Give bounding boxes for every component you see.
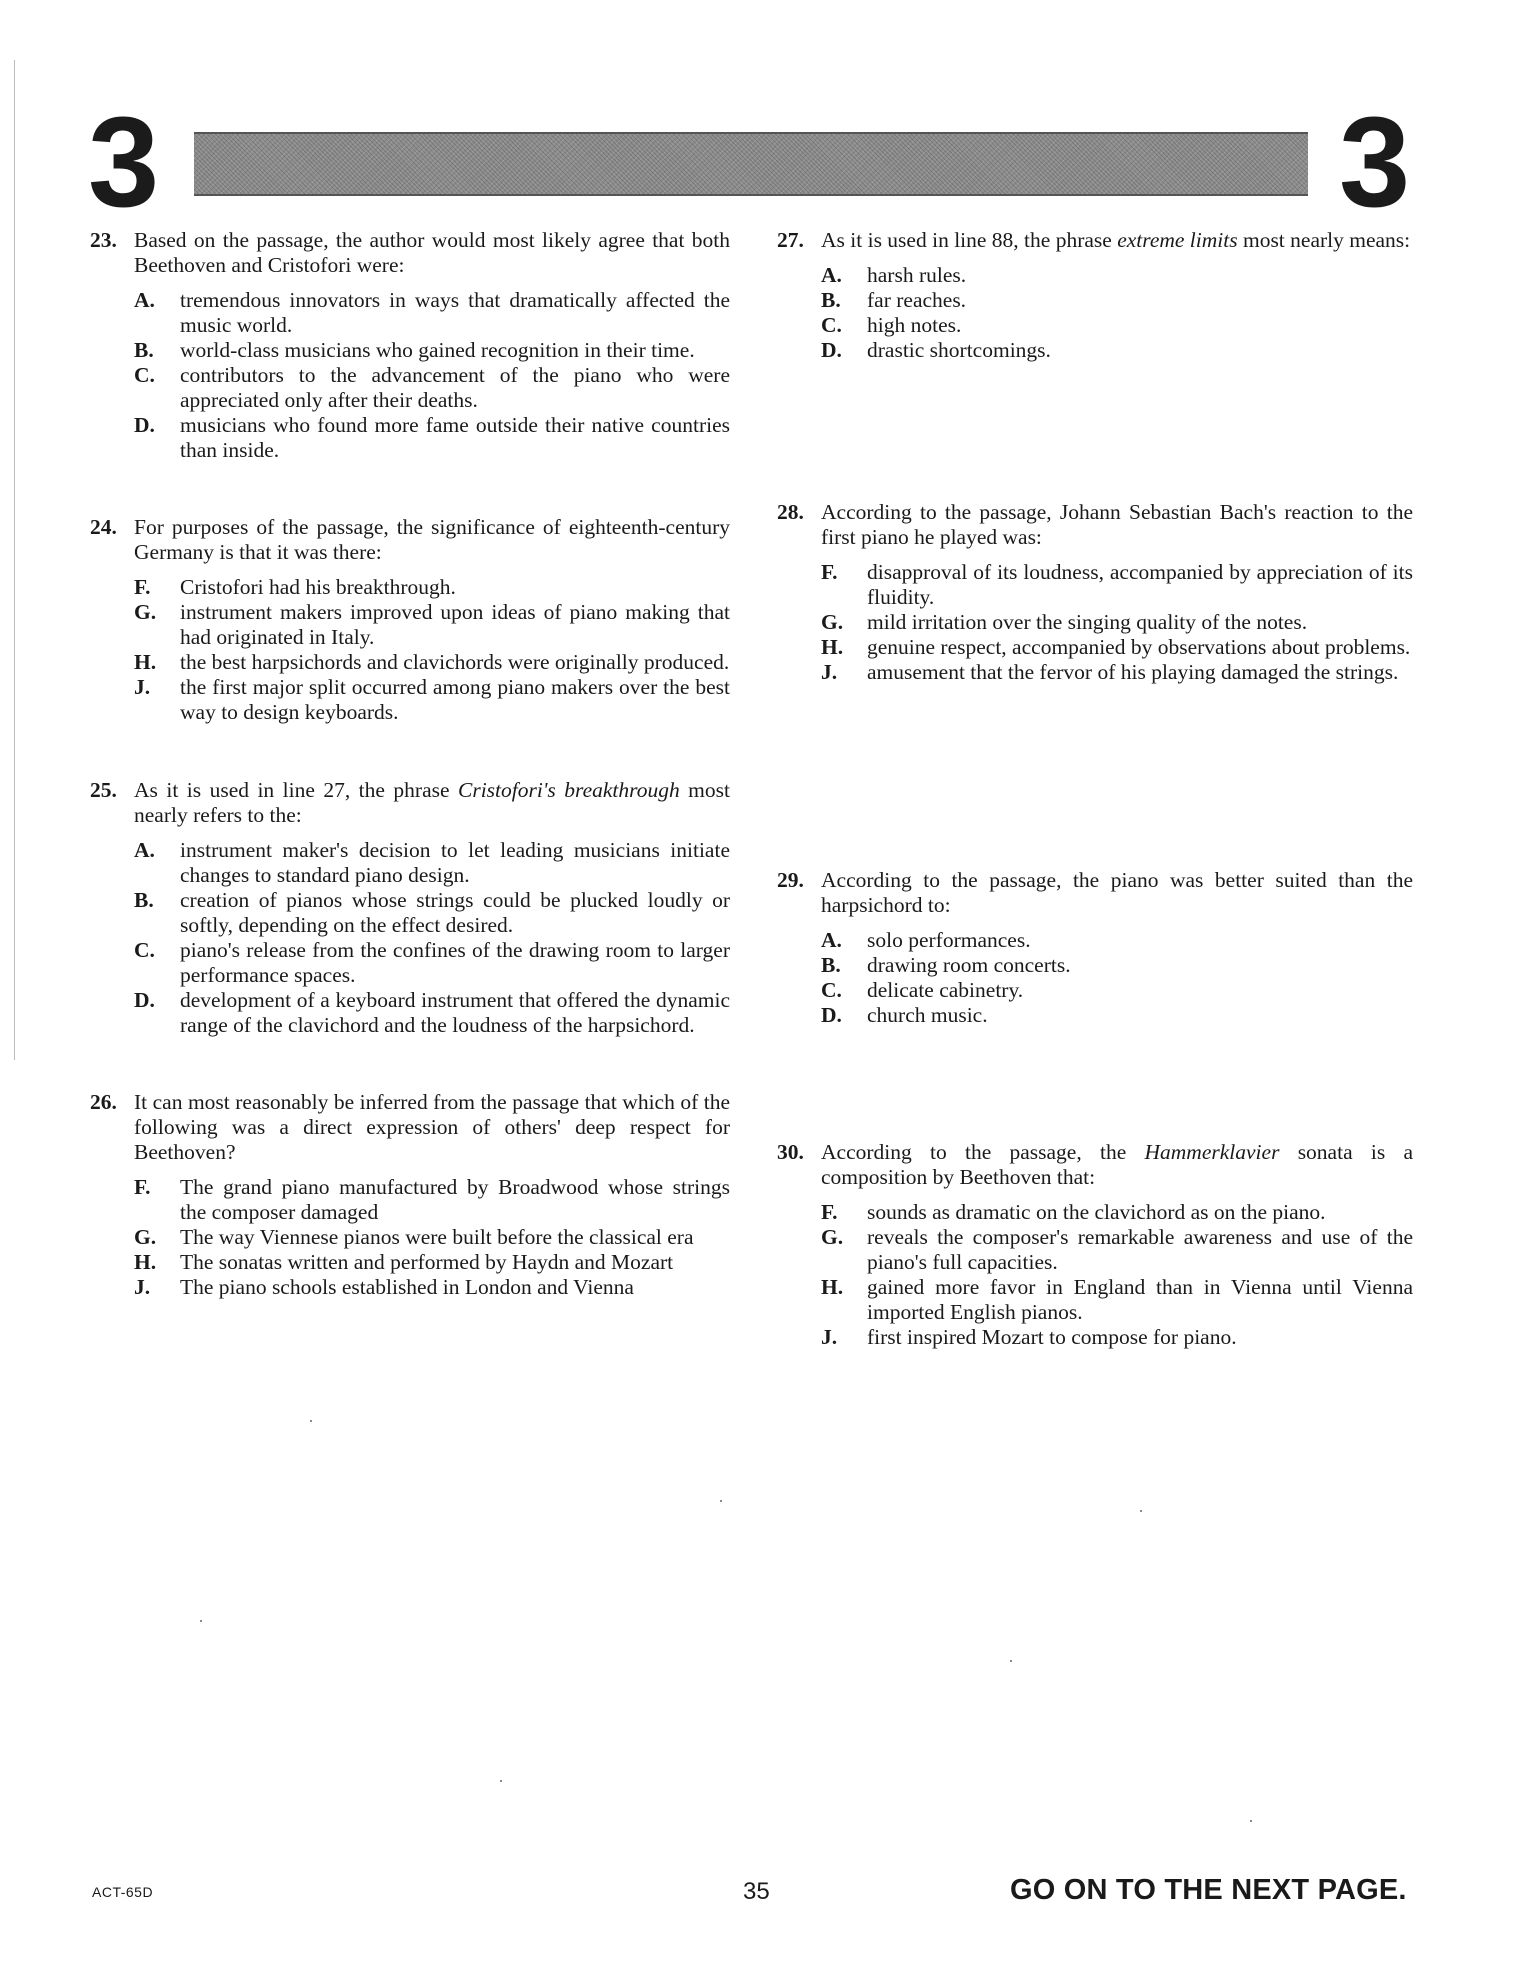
page-number: 35 [743, 1878, 770, 1905]
answer-choice[interactable] [134, 675, 730, 725]
choice-letter: B. [821, 953, 841, 977]
question-text: For purposes of the passage, the significance of eighteenth-century Germany is that it was there: [134, 515, 730, 564]
answer-choice[interactable] [821, 313, 1413, 338]
answer-choice[interactable] [134, 1225, 730, 1250]
answer-choice[interactable] [134, 288, 730, 338]
question-text-italic: Hammerklavier [1144, 1140, 1280, 1164]
choice-text: high notes. [867, 313, 962, 337]
answer-choices [777, 1200, 1413, 1350]
question-number: 28. [777, 500, 804, 524]
question-number: 25. [90, 778, 117, 802]
question-24 [90, 515, 730, 725]
choice-text: instrument makers improved upon ideas of piano making that had originated in Italy. [180, 600, 730, 649]
answer-choice[interactable] [821, 560, 1413, 610]
question-stem [90, 515, 730, 565]
question-stem [777, 1140, 1413, 1190]
choice-text: amusement that the fervor of his playing damaged the strings. [867, 660, 1399, 684]
choice-letter: D. [821, 338, 842, 362]
choice-letter: H. [134, 1250, 157, 1274]
question-25 [90, 778, 730, 1038]
question-text-prefix: According to the passage, the [821, 1140, 1145, 1164]
scan-speck [310, 1420, 312, 1422]
choice-text: The way Viennese pianos were built before the classical era [180, 1225, 694, 1249]
question-text: Based on the passage, the author would most likely agree that both Beethoven and Cristofori were: [134, 228, 730, 277]
choice-text: world-class musicians who gained recognition in their time. [180, 338, 695, 362]
choice-text: delicate cabinetry. [867, 978, 1024, 1002]
choice-text: contributors to the advancement of the piano who were appreciated only after their deaths. [180, 363, 730, 412]
answer-choice[interactable] [134, 413, 730, 463]
scan-speck [1010, 1660, 1012, 1662]
answer-choices [777, 560, 1413, 685]
choice-text: genuine respect, accompanied by observations about problems. [867, 635, 1411, 659]
form-code: ACT-65D [92, 1884, 154, 1900]
choice-letter: F. [821, 560, 838, 584]
section-header-bar [194, 132, 1308, 196]
answer-choice[interactable] [134, 988, 730, 1038]
choice-letter: G. [134, 600, 157, 624]
choice-letter: A. [821, 928, 842, 952]
question-number: 30. [777, 1140, 804, 1164]
question-stem [777, 500, 1413, 550]
choice-letter: C. [134, 938, 155, 962]
choice-letter: J. [821, 1325, 838, 1349]
next-page-instruction: GO ON TO THE NEXT PAGE. [1010, 1874, 1407, 1906]
page-edge-rule [14, 60, 15, 1060]
choice-text: The sonatas written and performed by Haydn and Mozart [180, 1250, 674, 1274]
choice-letter: F. [821, 1200, 838, 1224]
answer-choice[interactable] [821, 1275, 1413, 1325]
choice-text: piano's release from the confines of the drawing room to larger performance spaces. [180, 938, 730, 987]
answer-choices [90, 575, 730, 725]
answer-choice[interactable] [134, 888, 730, 938]
question-number: 27. [777, 228, 804, 252]
section-number-left: 3 [88, 91, 160, 234]
answer-choices [777, 928, 1413, 1028]
answer-choice[interactable] [134, 1250, 730, 1275]
answer-choices [90, 1175, 730, 1300]
choice-text: tremendous innovators in ways that dramatically affected the music world. [180, 288, 730, 337]
answer-choice[interactable] [821, 928, 1413, 953]
choice-text: instrument maker's decision to let leading musicians initiate changes to standard piano design. [180, 838, 730, 887]
question-number: 24. [90, 515, 117, 539]
answer-choice[interactable] [821, 288, 1413, 313]
answer-choice[interactable] [821, 263, 1413, 288]
question-text: It can most reasonably be inferred from the passage that which of the following was a direct expression of others' deep respect for Beethoven? [134, 1090, 730, 1164]
choice-letter: B. [134, 338, 154, 362]
section-number-right: 3 [1339, 91, 1411, 234]
choice-letter: H. [821, 1275, 844, 1299]
answer-choice[interactable] [134, 1275, 730, 1300]
choice-letter: C. [134, 363, 155, 387]
answer-choice[interactable] [134, 600, 730, 650]
choice-text: the first major split occurred among piano makers over the best way to design keyboards. [180, 675, 730, 724]
scan-speck [500, 1780, 502, 1782]
choice-text: Cristofori had his breakthrough. [180, 575, 456, 599]
choice-text: the best harpsichords and clavichords were originally produced. [180, 650, 730, 674]
choice-text: creation of pianos whose strings could be plucked loudly or softly, depending on the effect desired. [180, 888, 730, 937]
choice-letter: A. [134, 838, 155, 862]
answer-choice[interactable] [821, 338, 1413, 363]
question-stem [777, 228, 1413, 253]
answer-choice[interactable] [134, 338, 730, 363]
choice-letter: G. [821, 610, 844, 634]
choice-text: disapproval of its loudness, accompanied by appreciation of its fluidity. [867, 560, 1413, 609]
question-number: 23. [90, 228, 117, 252]
choice-text: The piano schools established in London and Vienna [180, 1275, 634, 1299]
scan-speck [1250, 1820, 1252, 1822]
answer-choice[interactable] [134, 938, 730, 988]
question-text-suffix: most nearly refers to the: [134, 778, 730, 827]
question-stem [90, 228, 730, 278]
choice-letter: D. [134, 988, 155, 1012]
question-text: According to the passage, Johann Sebastian Bach's reaction to the first piano he played was: [821, 500, 1413, 549]
answer-choice[interactable] [821, 953, 1413, 978]
question-stem [90, 1090, 730, 1165]
question-23 [90, 228, 730, 463]
choice-letter: D. [821, 1003, 842, 1027]
choice-text: church music. [867, 1003, 988, 1027]
question-30 [777, 1140, 1413, 1350]
choice-letter: F. [134, 575, 151, 599]
choice-letter: F. [134, 1175, 151, 1199]
question-number: 29. [777, 868, 804, 892]
question-text-italic: Cristofori's breakthrough [458, 778, 680, 802]
choice-text: far reaches. [867, 288, 967, 312]
choice-text: solo performances. [867, 928, 1031, 952]
choice-letter: H. [821, 635, 844, 659]
choice-letter: B. [821, 288, 841, 312]
answer-choice[interactable] [821, 1225, 1413, 1275]
answer-choice[interactable] [821, 660, 1413, 685]
answer-choice[interactable] [134, 575, 730, 600]
answer-choices [777, 263, 1413, 363]
choice-letter: D. [134, 413, 155, 437]
question-stem [90, 778, 730, 828]
choice-text: musicians who found more fame outside their native countries than inside. [180, 413, 730, 462]
choice-text: first inspired Mozart to compose for piano. [867, 1325, 1237, 1349]
choice-letter: J. [821, 660, 838, 684]
choice-text: development of a keyboard instrument that offered the dynamic range of the clavichord and the loudness of the harpsichord. [180, 988, 730, 1037]
answer-choice[interactable] [821, 978, 1413, 1003]
answer-choice[interactable] [821, 635, 1413, 660]
choice-text: sounds as dramatic on the clavichord as on the piano. [867, 1200, 1326, 1224]
question-text-suffix: most nearly means: [1237, 228, 1411, 252]
question-text-prefix: As it is used in line 88, the phrase [821, 228, 1118, 252]
choice-text: drastic shortcomings. [867, 338, 1051, 362]
answer-choice[interactable] [134, 1175, 730, 1225]
choice-text: harsh rules. [867, 263, 967, 287]
choice-letter: C. [821, 313, 842, 337]
question-stem [777, 868, 1413, 918]
answer-choice[interactable] [134, 838, 730, 888]
question-text-prefix: As it is used in line 27, the phrase [134, 778, 458, 802]
question-27 [777, 228, 1413, 363]
scan-speck [720, 1500, 722, 1502]
choice-letter: J. [134, 675, 151, 699]
scan-speck [1140, 1510, 1142, 1512]
choice-text: drawing room concerts. [867, 953, 1071, 977]
choice-text: The grand piano manufactured by Broadwood whose strings the composer damaged [180, 1175, 730, 1224]
answer-choices [90, 288, 730, 463]
answer-choice[interactable] [821, 1325, 1413, 1350]
choice-letter: C. [821, 978, 842, 1002]
question-text-suffix: sonata is a composition by Beethoven that: [821, 1140, 1413, 1189]
answer-choice[interactable] [134, 650, 730, 675]
choice-letter: G. [821, 1225, 844, 1249]
choice-letter: A. [821, 263, 842, 287]
choice-letter: G. [134, 1225, 157, 1249]
answer-choices [90, 838, 730, 1038]
question-number: 26. [90, 1090, 117, 1114]
choice-text: reveals the composer's remarkable awareness and use of the piano's full capacities. [867, 1225, 1413, 1274]
question-text: According to the passage, the piano was better suited than the harpsichord to: [821, 868, 1413, 917]
answer-choice[interactable] [821, 1003, 1413, 1028]
choice-letter: B. [134, 888, 154, 912]
choice-letter: J. [134, 1275, 151, 1299]
answer-choice[interactable] [821, 610, 1413, 635]
question-26 [90, 1090, 730, 1300]
question-text-italic: extreme limits [1117, 228, 1238, 252]
choice-letter: A. [134, 288, 155, 312]
question-28 [777, 500, 1413, 685]
answer-choice[interactable] [134, 363, 730, 413]
question-29 [777, 868, 1413, 1028]
choice-text: gained more favor in England than in Vienna until Vienna imported English pianos. [867, 1275, 1413, 1324]
choice-text: mild irritation over the singing quality of the notes. [867, 610, 1308, 634]
choice-letter: H. [134, 650, 157, 674]
answer-choice[interactable] [821, 1200, 1413, 1225]
scan-speck [200, 1620, 202, 1622]
